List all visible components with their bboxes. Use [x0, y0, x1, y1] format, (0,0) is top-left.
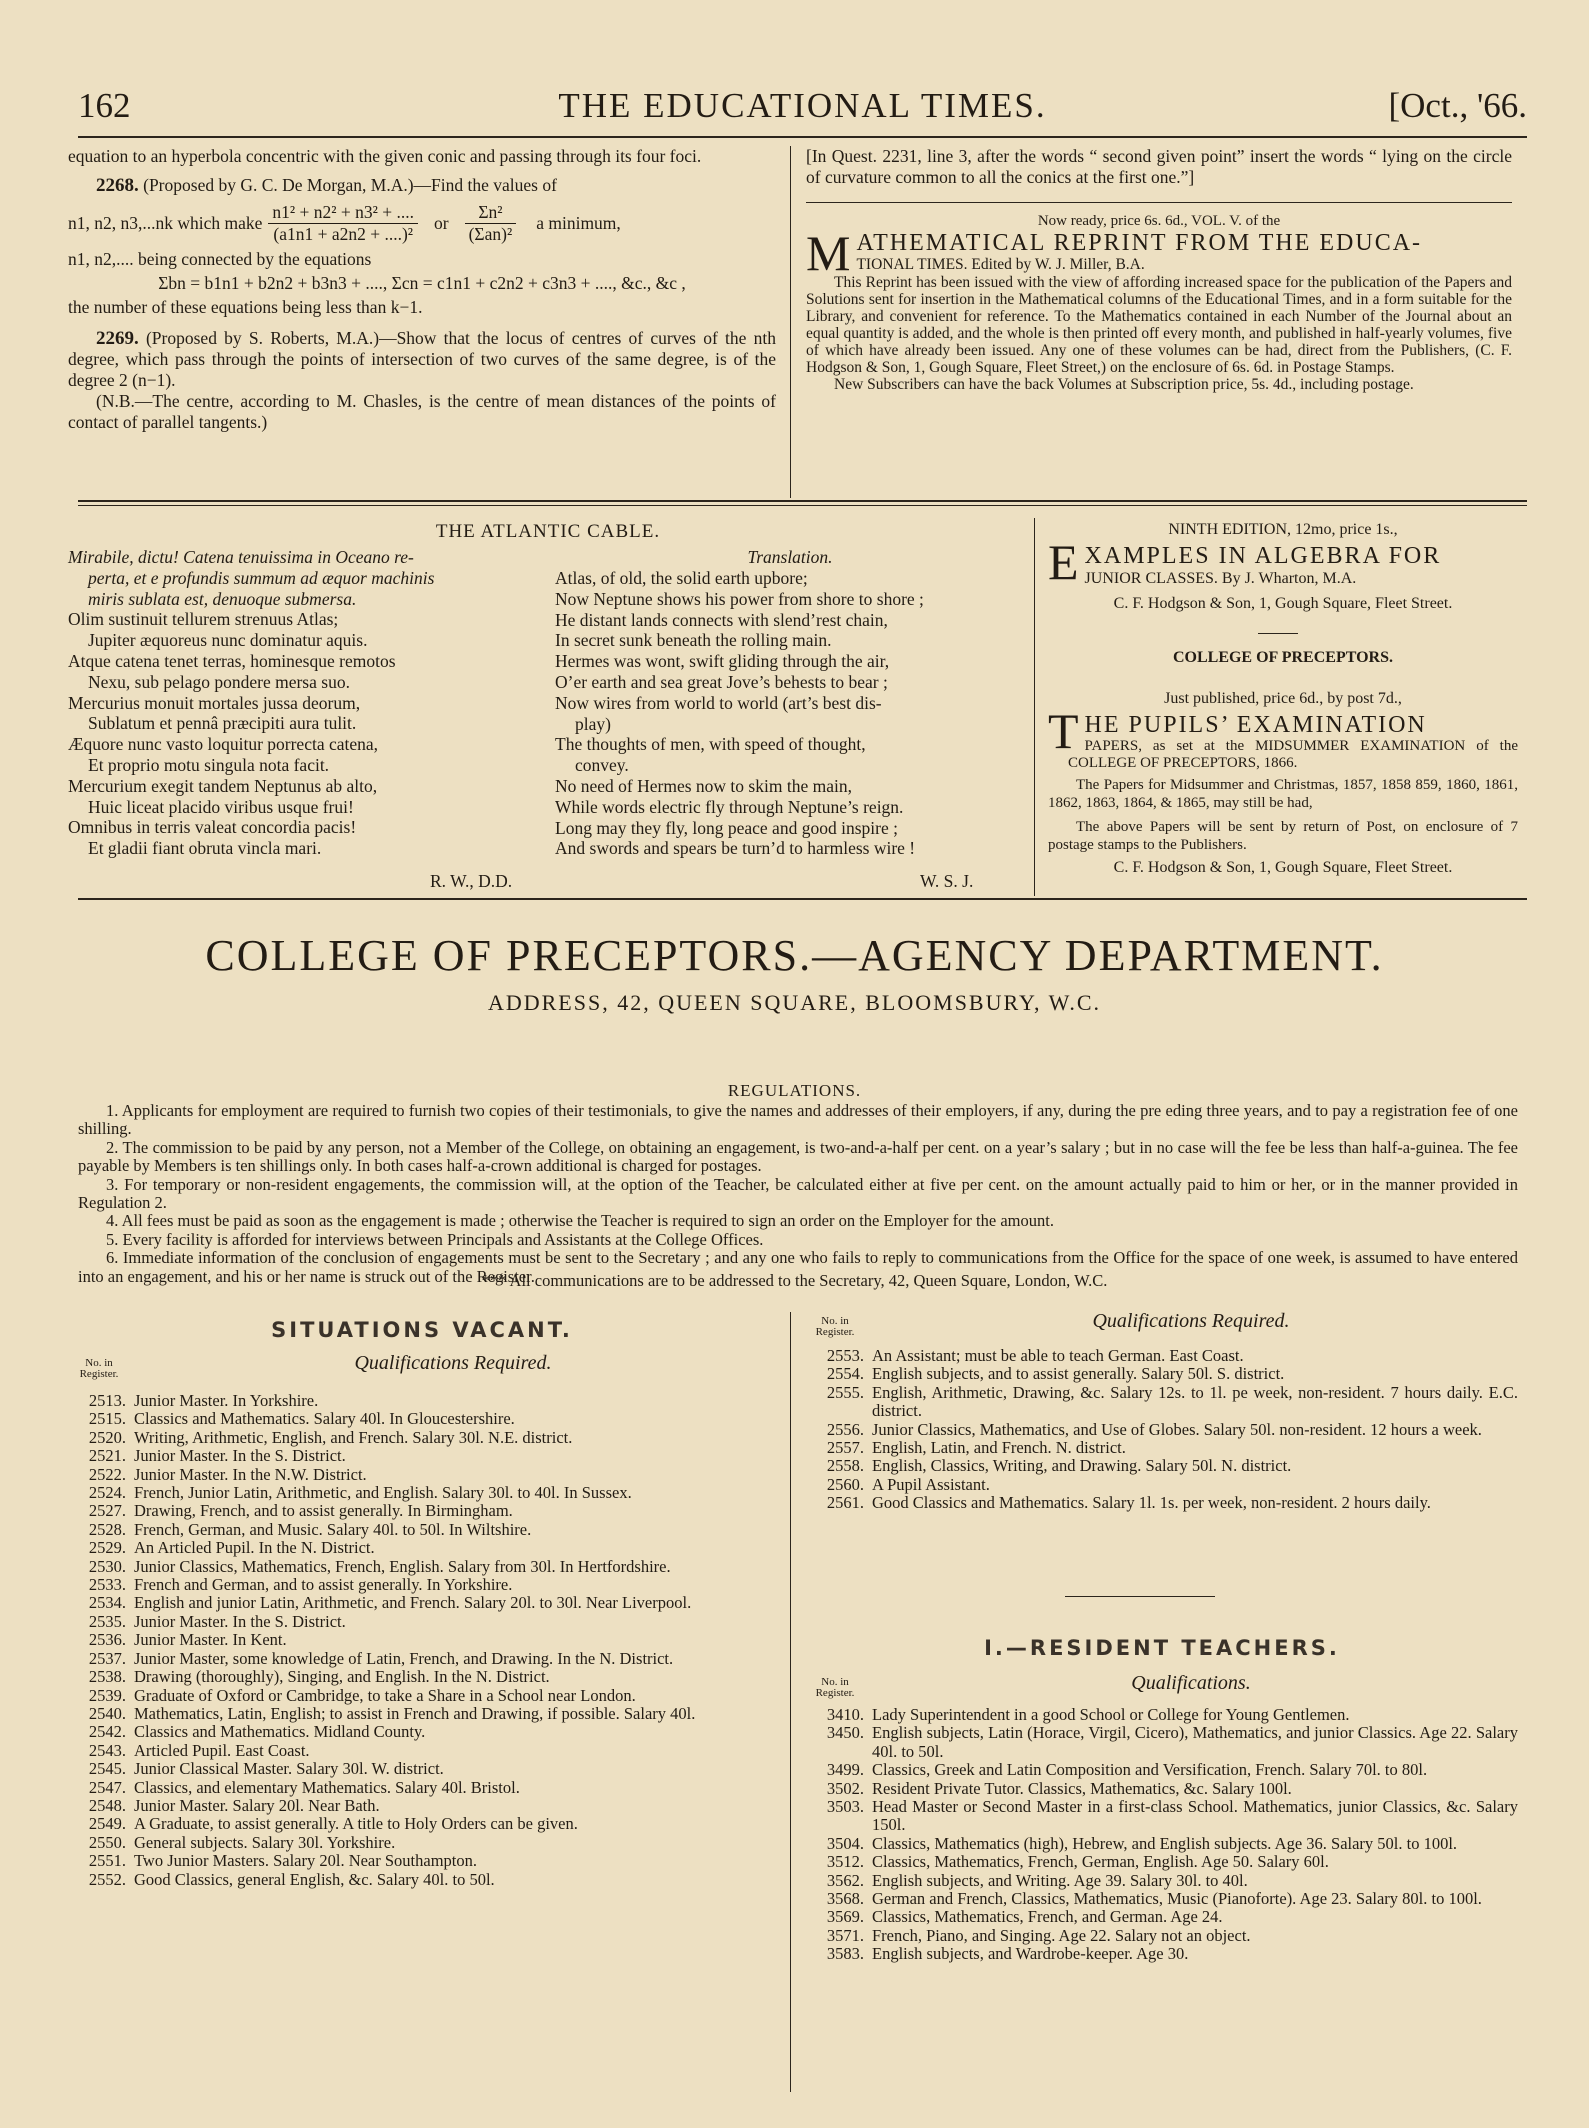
register-description: A Graduate, to assist generally. A title to Holy Orders can be given.: [134, 1814, 578, 1834]
regulation-item: 4. All fees must be paid as soon as the engagement is made ; otherwise the Teacher is required to sign an order on the Employer for the amount.: [106, 1211, 1054, 1231]
register-description: Head Master or Second Master in a first-class School. Mathematics, junior Classics, &c. Salary 150l.: [872, 1797, 1518, 1835]
register-number: 2513.: [88, 1391, 126, 1410]
vacant2-noreg: No. in Register.: [815, 1315, 855, 1338]
register-description: Graduate of Oxford or Cambridge, to take a Share in a School near London.: [134, 1685, 636, 1705]
poem-line: play): [575, 713, 611, 734]
poem-line: He distant lands connects with slend’rest chain,: [555, 609, 888, 630]
register-entry: [806, 1439, 1518, 1457]
poem-line: And swords and spears be turn’d to harmless wire !: [555, 838, 916, 859]
register-description: Two Junior Masters. Salary 20l. Near Southampton.: [134, 1851, 478, 1871]
register-description: Junior Master. In Kent.: [134, 1630, 287, 1650]
register-description: English subjects, and Writing. Age 39. Salary 30l. to 40l.: [872, 1870, 1248, 1890]
register-description: English subjects, and Wardrobe-keeper. Age 30.: [872, 1944, 1189, 1964]
question-2268-text: (Proposed by G. C. De Morgan, M.A.)—Find the values of: [143, 175, 557, 195]
register-number: 2522.: [88, 1464, 126, 1484]
register-number: 3503.: [826, 1797, 864, 1817]
register-description: Resident Private Tutor. Classics, Mathematics, &c. Salary 100l.: [872, 1778, 1292, 1798]
poem-line: Jupiter æquoreus nunc dominatur aquis.: [88, 630, 368, 651]
register-number: 2529.: [88, 1538, 126, 1558]
section-rule-1: [78, 500, 1527, 502]
reprint-column: [806, 146, 1512, 393]
reprint-title: ATHEMATICAL REPRINT FROM THE EDUCA-: [856, 230, 1423, 256]
register-entry: [68, 1871, 786, 1889]
register-description: Junior Master. In the S. District.: [134, 1446, 346, 1466]
question-2269-number: 2269.: [96, 328, 139, 349]
english-signature: W. S. J.: [920, 871, 974, 891]
register-description: An Assistant; must be able to teach German. East Coast.: [872, 1346, 1244, 1365]
question-2268-number: 2268.: [96, 175, 139, 196]
register-description: English, Latin, and French. N. district.: [872, 1438, 1126, 1458]
page-header: [78, 86, 1527, 132]
register-number: 2547.: [88, 1777, 126, 1797]
vacant2-list: [806, 1347, 1518, 1513]
register-number: 3569.: [826, 1907, 864, 1927]
register-entry: [806, 1945, 1518, 1963]
vacant-noreg: No. in Register.: [79, 1357, 119, 1380]
regulation-item: 3. For temporary or non-resident engagements, the commission will, at the option of the Teacher, be calculated either at five per cent. on the amount actually paid to him or her, or in the manner provided in Regulation 2.: [78, 1174, 1518, 1213]
register-number: 2557.: [826, 1438, 864, 1458]
register-number: 2533.: [88, 1575, 126, 1595]
regulations-title: REGULATIONS.: [727, 1081, 862, 1100]
register-entry: [806, 1780, 1518, 1798]
register-entry: [68, 1742, 786, 1760]
register-entry: [68, 1410, 786, 1428]
register-entry: [68, 1521, 786, 1539]
register-number: 2539.: [88, 1685, 126, 1705]
register-description: Articled Pupil. East Coast.: [134, 1740, 310, 1760]
register-number: 2515.: [88, 1409, 126, 1429]
minimum-text: a minimum,: [536, 213, 621, 233]
vacant-title: SITUATIONS VACANT.: [271, 1318, 573, 1342]
page-number: 162: [78, 86, 131, 125]
register-entry: [68, 1429, 786, 1447]
register-entry: [68, 1834, 786, 1852]
pupils-subtitle: PAPERS, as set at the MIDSUMMER EXAMINATION of the COLLEGE OF PRECEPTORS, 1866.: [1068, 738, 1518, 771]
resident-noreg: No. in Register.: [815, 1676, 855, 1699]
poem-line: Atlas, of old, the solid earth upbore;: [555, 568, 808, 588]
reprint-price: Now ready, price 6s. 6d., VOL. V. of the: [1037, 213, 1281, 229]
or-text: or: [434, 213, 449, 233]
register-number: 2527.: [88, 1501, 126, 1521]
register-entry: [68, 1797, 786, 1815]
register-number: 2548.: [88, 1795, 126, 1815]
pupils-body-1: The Papers for Midsummer and Christmas, 1857, 1858 859, 1860, 1861, 1862, 1863, 1864, & 1865, may still be had,: [1048, 777, 1518, 811]
register-description: Classics and Mathematics. Salary 40l. In Gloucestershire.: [134, 1409, 515, 1429]
poem-line: Mercurium exegit tandem Neptunus ab alto,: [68, 775, 378, 796]
register-description: English, Classics, Writing, and Drawing. Salary 50l. N. district.: [872, 1456, 1292, 1476]
register-entry: [806, 1494, 1518, 1512]
register-entry: [68, 1484, 786, 1502]
masthead-title: THE EDUCATIONAL TIMES.: [558, 86, 1047, 125]
algebra-edition: NINTH EDITION, 12mo, price 1s.,: [1168, 521, 1398, 538]
register-number: 2556.: [826, 1419, 864, 1439]
poem-line: The thoughts of men, with speed of thought,: [555, 734, 866, 755]
correction-note: [In Quest. 2231, line 3, after the words “ second given point” insert the words “ lying on the circle of curvature common to all the conics at the first one.”]: [806, 146, 1512, 187]
register-description: Classics, and elementary Mathematics. Salary 40l. Bristol.: [134, 1777, 520, 1797]
connected-text: n1, n2,.... being connected by the equations: [68, 249, 372, 269]
reprint-dropcap: M: [806, 225, 851, 281]
register-entry: [68, 1594, 786, 1612]
register-number: 2550.: [88, 1832, 126, 1852]
register-number: 2543.: [88, 1740, 126, 1760]
reprint-body: This Reprint has been issued with the view of affording increased space for the publication of the Papers and Solutions sent for insertion in the Mathematical columns of the Educational Times, and in a form suitable for the Library, and convenient for reference. To the Mathematics contained in each Number of the Journal about an equal quantity is added, and the whole is then printed off every month, and published in half-yearly volumes, five of which have already been issued. Any one of these volumes can be had, direct from the Publishers, (C. F. Hodgson & Son, 1, Gough Square, Fleet Street,) on the enclosure of 6s. 6d. in Postage Stamps.: [806, 274, 1512, 376]
register-entry: [806, 1457, 1518, 1475]
register-description: Classics, Mathematics, French, and German. Age 24.: [872, 1907, 1223, 1927]
register-description: English and junior Latin, Arithmetic, and French. Salary 20l. to 30l. Near Liverpool.: [134, 1593, 692, 1613]
question-2269-text: (Proposed by S. Roberts, M.A.)—Show that the locus of centres of curves of the nth degree, which pass through the points of intersection of two curves of the same degree, is of the degree 2 (n−1).: [68, 328, 777, 390]
resident-rule: [1065, 1596, 1215, 1597]
poem-line: No need of Hermes now to skim the main,: [555, 775, 852, 796]
poem-line: Mirabile, dictu! Catena tenuissima in Oceano re-: [68, 547, 414, 567]
register-number: 2540.: [88, 1703, 126, 1723]
hyperbola-text: equation to an hyperbola concentric with the given conic and passing through its four foci.: [68, 146, 702, 166]
poem-line: Æquore nunc vasto loquitur porrecta catena,: [68, 734, 379, 755]
register-entry: [68, 1815, 786, 1833]
algebra-dropcap: E: [1048, 534, 1079, 590]
fraction-1: $\frac{\text{n1² + n2² + n3² + ....}}{\text{(a1n1 + a2n2 + ....)²}}$: [268, 202, 418, 245]
poem-line: In secret sunk beneath the rolling main.: [555, 630, 832, 651]
poem-line: Now wires from world to world (art’s best dis-: [555, 692, 882, 713]
resident-qualifications: Qualifications.: [1131, 1672, 1251, 1694]
register-entry: [806, 1724, 1518, 1761]
register-entry: [68, 1668, 786, 1686]
register-entry: [68, 1576, 786, 1594]
section-rule-1b: [78, 505, 1527, 506]
register-description: A Pupil Assistant.: [872, 1474, 990, 1494]
column-divider-bottom: [790, 1312, 791, 2092]
register-description: English, Arithmetic, Drawing, &c. Salary 12s. to 1l. pe week, non-resident. 7 hours daily. E.C. district.: [872, 1382, 1518, 1421]
algebra-rule: [1258, 633, 1298, 634]
poem-line: While words electric fly through Neptune’s reign.: [555, 796, 904, 817]
poem-line: Sublatum et pennâ præcipiti aura tulit.: [88, 713, 357, 734]
register-number: 2560.: [826, 1474, 864, 1494]
english-poem: [555, 568, 1025, 859]
poem-line: Et proprio motu singula nota facit.: [88, 754, 330, 775]
register-description: General subjects. Salary 30l. Yorkshire.: [134, 1832, 396, 1852]
register-description: French, German, and Music. Salary 40l. to 50l. In Wiltshire.: [134, 1519, 532, 1539]
poem-line: Now Neptune shows his power from shore to shore ;: [555, 588, 924, 609]
register-entry: [68, 1447, 786, 1465]
register-description: An Articled Pupil. In the N. District.: [134, 1538, 375, 1558]
algebra-title: XAMPLES IN ALGEBRA FOR: [1084, 543, 1442, 569]
register-number: 2549.: [88, 1814, 126, 1834]
register-number: 3410.: [826, 1705, 864, 1724]
resident-list: [806, 1706, 1518, 1964]
register-description: Junior Classics, Mathematics, French, English. Salary from 30l. In Hertfordshire.: [134, 1556, 671, 1576]
math-questions-column: [68, 146, 776, 433]
register-entry: [68, 1760, 786, 1778]
register-entry: [68, 1650, 786, 1668]
register-number: 2551.: [88, 1851, 126, 1871]
regulation-item: 5. Every facility is afforded for interviews between Principals and Assistants at the College Offices.: [106, 1229, 764, 1249]
register-number: 2561.: [826, 1493, 864, 1513]
agency-note: *** All communications are to be addressed to the Secretary, 42, Queen Square, London, W.C.: [481, 1271, 1108, 1290]
register-description: Lady Superintendent in a good School or College for Young Gentlemen.: [872, 1705, 1350, 1724]
register-entry: [68, 1779, 786, 1797]
register-description: Good Classics and Mathematics. Salary 1l. 1s. per week, non-resident. 2 hours daily.: [872, 1493, 1431, 1513]
register-entry: [806, 1798, 1518, 1835]
issue-date: [Oct., '66.: [1388, 86, 1527, 125]
register-entry: [68, 1687, 786, 1705]
reprint-subtitle: TIONAL TIMES. Edited by W. J. Miller, B.A.: [856, 256, 1145, 273]
section-rule-2: [78, 898, 1527, 900]
algebra-advert: [1048, 520, 1518, 877]
poem-line: convey.: [575, 755, 629, 776]
cable-title: THE ATLANTIC CABLE.: [435, 521, 661, 542]
register-description: Junior Master. Salary 20l. Near Bath.: [134, 1795, 380, 1815]
register-number: 2520.: [88, 1427, 126, 1447]
register-number: 2524.: [88, 1483, 126, 1503]
pupils-title: HE PUPILS’ EXAMINATION: [1084, 712, 1427, 738]
equations-count: the number of these equations being less than k−1.: [68, 297, 423, 317]
register-entry: [68, 1466, 786, 1484]
register-entry: [806, 1384, 1518, 1421]
register-description: Classics, Mathematics (high), Hebrew, and English subjects. Age 36. Salary 50l. to 100l.: [872, 1833, 1458, 1853]
register-description: French, Piano, and Singing. Age 22. Salary not an object.: [872, 1925, 1251, 1945]
poem-line: Nexu, sub pelago pondere mersa suo.: [88, 671, 350, 692]
register-entry: [68, 1558, 786, 1576]
algebra-publisher: C. F. Hodgson & Son, 1, Gough Square, Fleet Street.: [1113, 595, 1453, 612]
register-description: Junior Master. In the N.W. District.: [134, 1464, 367, 1484]
register-description: Junior Master. In the S. District.: [134, 1611, 346, 1631]
register-number: 2530.: [88, 1556, 126, 1576]
poem-line: Et gladii fiant obruta vincla mari.: [88, 838, 322, 859]
regulation-item: 1. Applicants for employment are required to furnish two copies of their testimonials, to give the names and addresses of their employers, if any, during the pre eding three years, and to pay a registration fee of one shilling.: [78, 1101, 1518, 1139]
algebra-subtitle: JUNIOR CLASSES. By J. Wharton, M.A.: [1084, 570, 1357, 587]
register-entry: [806, 1365, 1518, 1383]
translation-title: Translation.: [747, 547, 833, 567]
fraction-2: $\frac{\text{Σn²}}{\text{(Σan)²}}$: [465, 202, 517, 245]
reprint-note: New Subscribers can have the back Volumes at Subscription price, 5s. 4d., including postage.: [834, 376, 1414, 393]
register-number: 2528.: [88, 1519, 126, 1539]
register-number: 2538.: [88, 1667, 126, 1687]
register-number: 2536.: [88, 1630, 126, 1650]
register-description: Classics and Mathematics. Midland County.: [134, 1722, 426, 1742]
register-entry: [806, 1476, 1518, 1494]
register-description: Good Classics, general English, &c. Salary 40l. to 50l.: [134, 1869, 495, 1889]
register-number: 3562.: [826, 1870, 864, 1890]
correction-rule: [806, 202, 1512, 203]
register-description: Classics, Mathematics, French, German, English. Age 50. Salary 60l.: [872, 1852, 1329, 1872]
register-entry: [68, 1613, 786, 1631]
register-number: 3583.: [826, 1944, 864, 1964]
regulation-item: 2. The commission to be paid by any person, not a Member of the College, on obtaining an engagement, is two-and-a-half per cent. on a year’s salary ; but in no case will the fee be less than half-a-guinea. The fee payable by Members is ten shillings only. In both cases half-a-crown additional is charged for postages.: [78, 1137, 1518, 1176]
poem-line: Huic liceat placido viribus usque frui!: [88, 796, 354, 817]
register-number: 2521.: [88, 1446, 126, 1466]
reprint-advert: [806, 225, 1512, 393]
register-description: Drawing, French, and to assist generally. In Birmingham.: [134, 1501, 513, 1521]
register-entry: [68, 1705, 786, 1723]
pupils-heading: COLLEGE OF PRECEPTORS.: [1172, 649, 1394, 666]
register-number: 3571.: [826, 1925, 864, 1945]
register-number: 2534.: [88, 1593, 126, 1613]
register-entry: [806, 1706, 1518, 1724]
regulations-list: [78, 1102, 1518, 1286]
register-number: 3568.: [826, 1889, 864, 1909]
poem-line: Hermes was wont, swift gliding through the air,: [555, 651, 890, 672]
poem-line: O’er earth and sea great Jove’s behests to bear ;: [555, 671, 888, 692]
register-number: 2542.: [88, 1722, 126, 1742]
latin-signature: R. W., D.D.: [430, 871, 513, 891]
column-divider-top: [790, 146, 791, 498]
register-entry: [806, 1835, 1518, 1853]
latin-poem: [68, 547, 548, 859]
equations-line: Σbn = b1n1 + b2n2 + b3n3 + ...., Σcn = c1n1 + c2n2 + c3n3 + ...., &c., &c ,: [158, 273, 686, 293]
register-description: Mathematics, Latin, English; to assist in French and Drawing, if possible. Salary 40l.: [134, 1703, 696, 1723]
register-description: Writing, Arithmetic, English, and French. Salary 30l. N.E. district.: [134, 1427, 573, 1447]
register-entry: [806, 1853, 1518, 1871]
column-divider-middle: [1034, 518, 1035, 896]
register-entry: [806, 1890, 1518, 1908]
register-entry: [68, 1539, 786, 1557]
agency-title: COLLEGE OF PRECEPTORS.—AGENCY DEPARTMENT.: [205, 931, 1384, 980]
regulation-item: 6. Immediate information of the conclusion of engagements must be sent to the Secretary ; and any one who fails to reply to communications from the Office for the space of one week, is assumed to have entered into an engagement, and his or her name is struck out of the Register.: [78, 1248, 1518, 1286]
register-description: French, Junior Latin, Arithmetic, and English. Salary 30l. to 40l. In Sussex.: [134, 1483, 632, 1503]
register-description: Junior Classical Master. Salary 30l. W. district.: [134, 1759, 444, 1779]
poem-line: Long may they fly, long peace and good inspire ;: [555, 817, 898, 838]
header-rule: [78, 136, 1527, 138]
register-description: Drawing (thoroughly), Singing, and English. In the N. District.: [134, 1667, 550, 1687]
register-entry: [806, 1347, 1518, 1365]
register-entry: [806, 1872, 1518, 1890]
agency-address: ADDRESS, 42, QUEEN SQUARE, BLOOMSBURY, W.C.: [487, 990, 1102, 1015]
poem-line: Olim sustinuit tellurem strenuus Atlas;: [68, 609, 339, 630]
nb-note: (N.B.—The centre, according to M. Chasles, is the centre of mean distances of the points of contact of parallel tangents.): [68, 391, 776, 432]
register-number: 3502.: [826, 1778, 864, 1798]
resident-title: I.—RESIDENT TEACHERS.: [984, 1636, 1340, 1660]
register-description: English subjects, and to assist generally. Salary 50l. S. district.: [872, 1364, 1285, 1384]
register-description: Junior Master, some knowledge of Latin, French, and Drawing. In the N. District.: [134, 1648, 674, 1668]
register-number: 2545.: [88, 1759, 126, 1779]
register-number: 2555.: [826, 1382, 864, 1402]
register-number: 2553.: [826, 1346, 864, 1365]
register-number: 3512.: [826, 1852, 864, 1872]
register-entry: [806, 1761, 1518, 1779]
register-entry: [806, 1927, 1518, 1945]
register-number: 3499.: [826, 1760, 864, 1780]
register-description: Classics, Greek and Latin Composition and Versification, French. Salary 70l. to 80l.: [872, 1760, 1428, 1780]
register-description: German and French, Classics, Mathematics, Music (Pianoforte). Age 23. Salary 80l. to 100l.: [872, 1889, 1482, 1909]
question-2268-vars: n1, n2, n3,...nk which make: [68, 213, 263, 233]
poem-line: miris sublata est, denuoque submersa.: [88, 588, 357, 609]
vacant-qualifications: Qualifications Required.: [354, 1352, 552, 1374]
pupils-body-2: The above Papers will be sent by return of Post, on enclosure of 7 postage stamps to the Publishers.: [1048, 819, 1518, 853]
register-number: 2537.: [88, 1648, 126, 1668]
register-entry: [68, 1723, 786, 1741]
poem-line: perta, et e profundis summum ad æquor machinis: [88, 567, 435, 588]
pupils-dropcap: T: [1048, 703, 1079, 759]
poem-line: Atque catena tenet terras, hominesque remotos: [68, 650, 396, 671]
register-number: 2554.: [826, 1364, 864, 1384]
vacant-list: [68, 1392, 786, 1889]
register-number: 2558.: [826, 1456, 864, 1476]
register-entry: [806, 1908, 1518, 1926]
register-entry: [68, 1631, 786, 1649]
poem-line: Mercurius monuit mortales jussa deorum,: [68, 692, 361, 713]
register-number: 2535.: [88, 1611, 126, 1631]
register-entry: [68, 1502, 786, 1520]
register-entry: [806, 1421, 1518, 1439]
poem-line: Omnibus in terris valeat concordia pacis!: [68, 817, 357, 838]
register-number: 3504.: [826, 1833, 864, 1853]
register-number: 2552.: [88, 1869, 126, 1889]
register-number: 3450.: [826, 1723, 864, 1743]
register-description: Junior Classics, Mathematics, and Use of Globes. Salary 50l. non-resident. 12 hours a week.: [872, 1419, 1482, 1439]
vacant2-qualifications: Qualifications Required.: [1092, 1310, 1290, 1332]
register-entry: [68, 1852, 786, 1870]
register-description: Junior Master. In Yorkshire.: [134, 1391, 319, 1410]
register-entry: [68, 1392, 786, 1410]
register-description: French and German, and to assist generally. In Yorkshire.: [134, 1575, 513, 1595]
register-description: English subjects, Latin (Horace, Virgil, Cicero), Mathematics, and junior Classics. Age 22. Salary 40l. to 50l.: [872, 1723, 1518, 1761]
pupils-price: Just published, price 6d., by post 7d.,: [1164, 690, 1402, 707]
pupils-publisher: C. F. Hodgson & Son, 1, Gough Square, Fleet Street.: [1113, 859, 1453, 876]
